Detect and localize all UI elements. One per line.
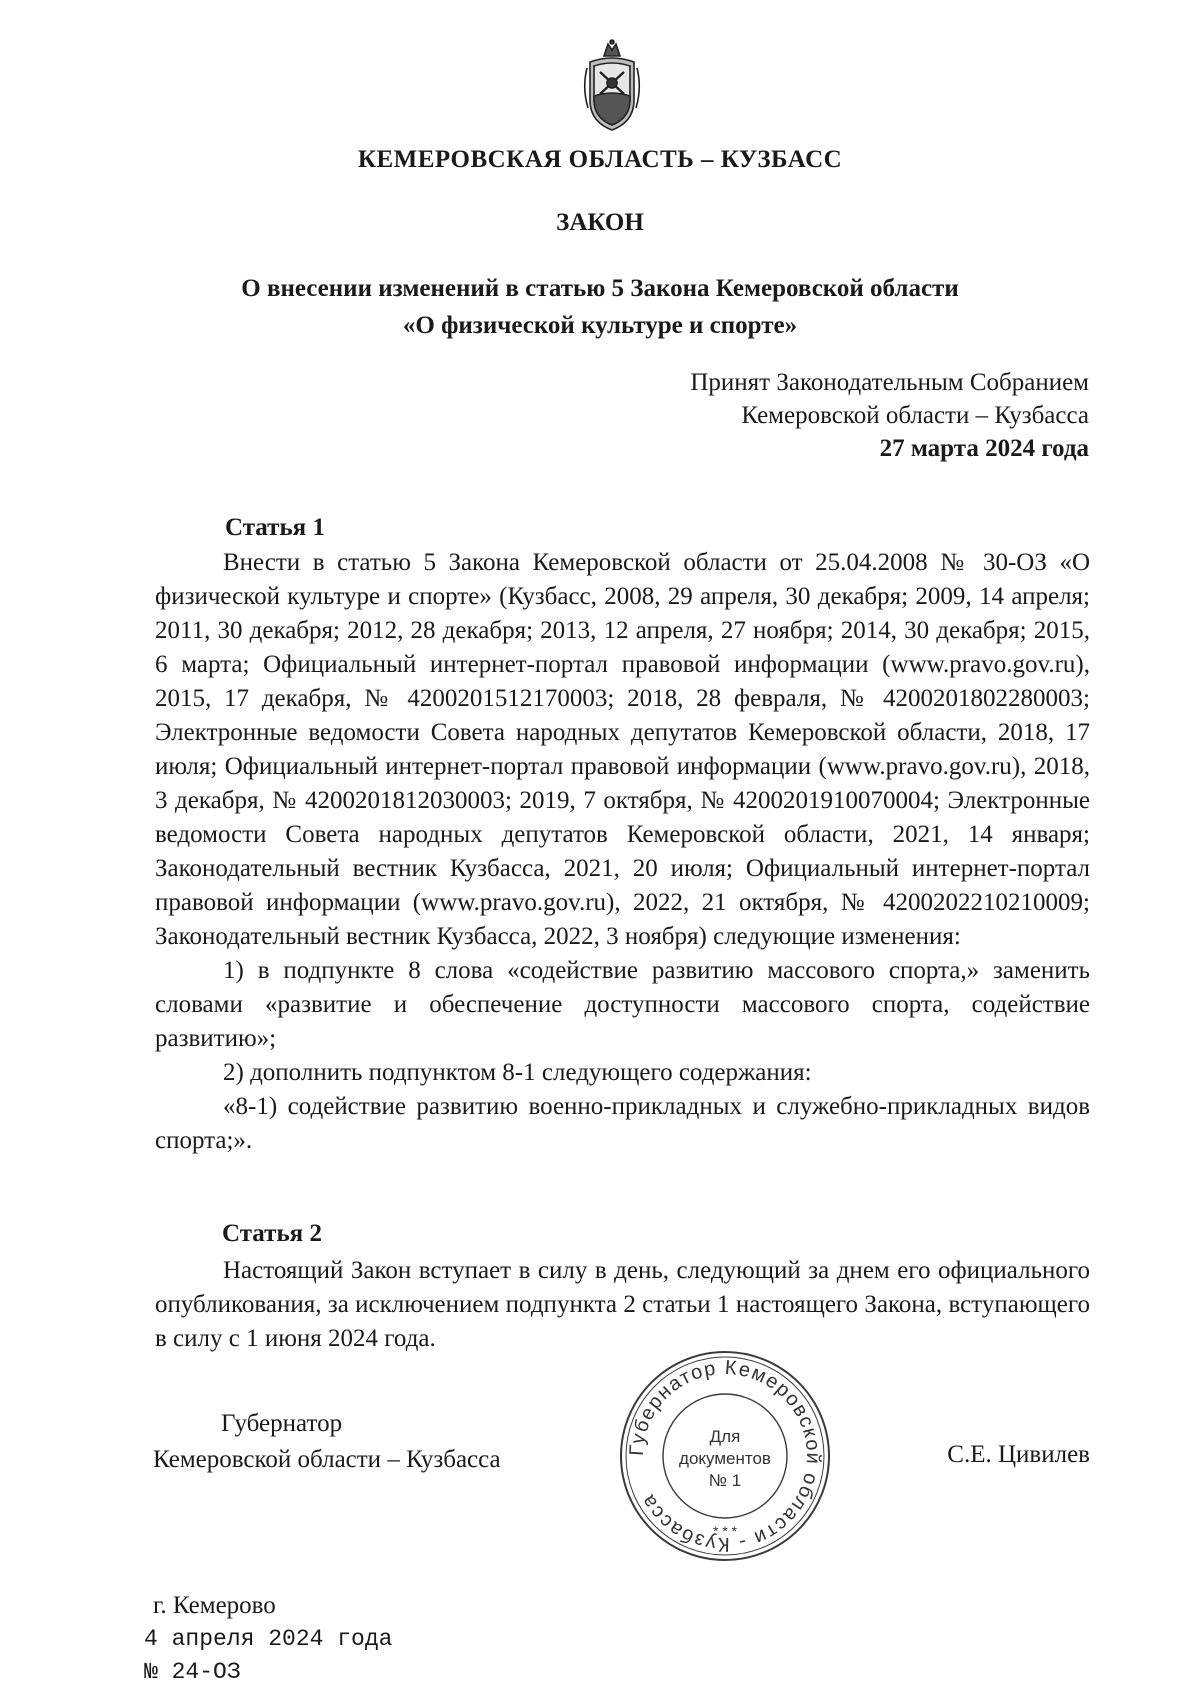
article-1-item-2-text: «8-1) содействие развитию военно-прикладных и служебно-прикладных видов спорта;». bbox=[155, 1093, 1090, 1154]
article-1-paragraph: Внести в статью 5 Закона Кемеровской области от 25.04.2008 № 30-ОЗ «О физической культуре и спорте» (Кузбасс, 2008, 29 апреля, 30 декабря; 2009, 14 апреля; 2011, 30 декабря; 2012, 28 декабря; 2013, 12 апреля, 27 ноября; 2014, 30 декабря; 2015, 6 марта; Официальный интернет-портал правовой информации (www.pravo.gov.ru), 2015, 17 декабря, № 4200201512170003; 2018, 28 февраля, № 4200201802280003; Электронные ведомости Совета народных депутатов Кемеровской области, 2018, 17 июля; Официальный интернет-портал правовой информации (www.pravo.gov.ru), 2018, 3 декабря, № 4200201812030003; 2019, 7 октября, № 4200201910070004; Электронные ведомости Совета народных депутатов Кемеровской области, 2021, 14 января; Законодательный вестник Кузбасса, 2021, 20 июля; Официальный интернет-портал правовой информации (www.pravo.gov.ru), 2022, 21 октября, № 4200202210210009; Законодательный вестник Кузбасса, 2022, 3 ноября) следующие изменения: bbox=[155, 549, 1090, 950]
law-title bbox=[0, 270, 1200, 344]
article-2-body bbox=[155, 1254, 1090, 1356]
seal-center-line-3: № 1 bbox=[708, 1471, 742, 1490]
signatory-position-line-1: Губернатор bbox=[221, 1410, 343, 1437]
article-1-body bbox=[155, 546, 1090, 1158]
signatory-position bbox=[153, 1406, 501, 1478]
adoption-line-2: Кемеровской области – Кузбасса bbox=[741, 402, 1089, 429]
signatory-name: С.Е. Цивилев bbox=[947, 1441, 1090, 1468]
article-1-item-2: 2) дополнить подпунктом 8-1 следующего содержания: bbox=[223, 1059, 812, 1086]
law-title-line-1: О внесении изменений в статью 5 Закона Кемеровской области bbox=[241, 275, 959, 302]
article-2-heading: Статья 2 bbox=[222, 1220, 322, 1247]
issue-place: г. Кемерово bbox=[153, 1592, 276, 1619]
coat-of-arms-icon bbox=[582, 38, 642, 134]
seal-center-line-2: документов bbox=[679, 1449, 771, 1468]
adoption-block bbox=[690, 366, 1089, 465]
law-title-line-2: «О физической культуре и спорте» bbox=[402, 312, 798, 339]
official-seal bbox=[615, 1346, 835, 1566]
seal-center-line-1: Для bbox=[709, 1427, 741, 1446]
article-1-item-1: 1) в подпункте 8 слова «содействие развитию массового спорта,» заменить словами «развитие и обеспечение доступности массового спорта, содействие развитию»; bbox=[155, 957, 1090, 1052]
issue-date: 4 апреля 2024 года bbox=[144, 1626, 393, 1652]
adoption-line-1: Принят Законодательным Собранием bbox=[690, 369, 1089, 396]
law-number: № 24-ОЗ bbox=[144, 1659, 241, 1685]
seal-ring-text: Губернатор Кемеровской области - Кузбасса bbox=[625, 1356, 825, 1556]
adoption-date: 27 марта 2024 года bbox=[879, 435, 1089, 462]
article-2-paragraph: Настоящий Закон вступает в силу в день, следующий за днем его официального опубликования, за исключением подпункта 2 статьи 1 настоящего Закона, вступающего в силу с 1 июня 2024 года. bbox=[155, 1257, 1090, 1352]
article-1-heading: Статья 1 bbox=[225, 514, 325, 541]
document-type: ЗАКОН bbox=[556, 209, 644, 236]
region-title: КЕМЕРОВСКАЯ ОБЛАСТЬ – КУЗБАСС bbox=[357, 146, 843, 173]
seal-stars: * * * bbox=[712, 1523, 738, 1539]
signatory-position-line-2: Кемеровской области – Кузбасса bbox=[153, 1446, 501, 1473]
